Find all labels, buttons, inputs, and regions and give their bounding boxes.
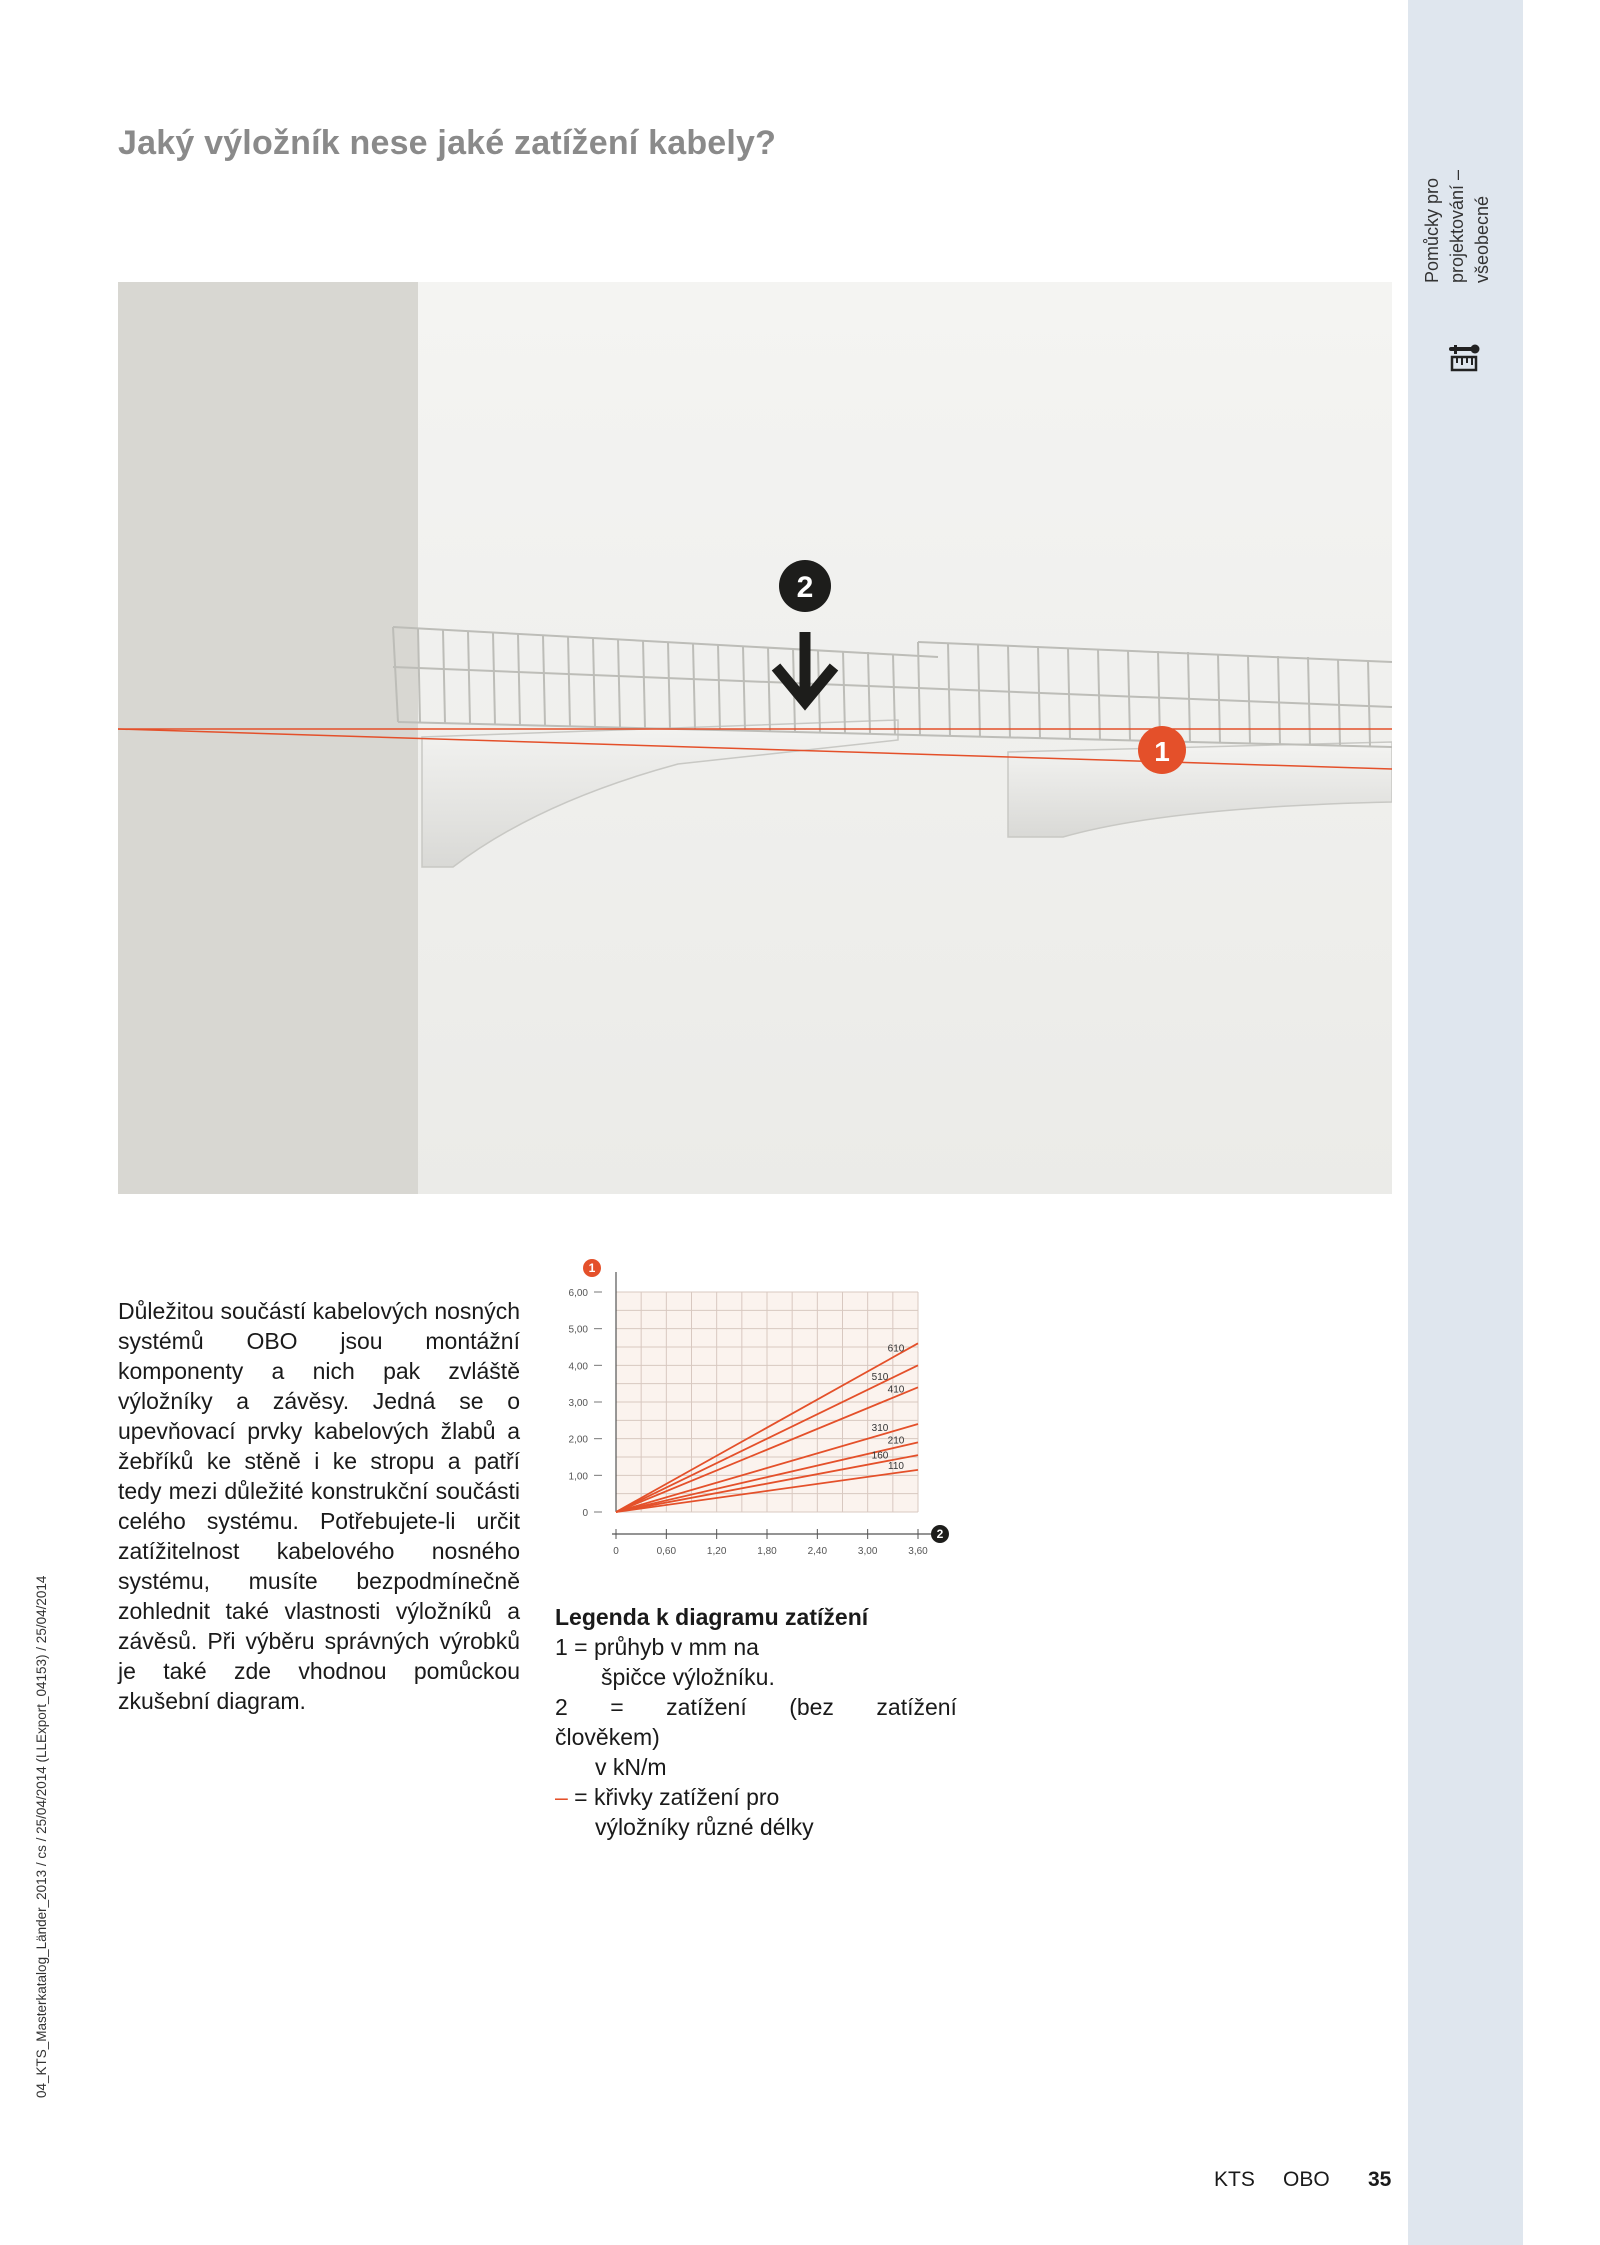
- legend-item-2-equals: =: [610, 1694, 624, 1720]
- legend-title: Legenda k diagramu zatížení: [555, 1604, 869, 1630]
- legend-item-1: 1 = průhyb v mm na: [555, 1634, 759, 1660]
- load-curve-label: 310: [871, 1423, 889, 1435]
- load-curve-label: 210: [887, 1435, 905, 1447]
- load-curve-label: 410: [887, 1384, 905, 1396]
- y-tick-label: 3,00: [568, 1398, 588, 1409]
- sidebar-line: všeobecné: [1472, 195, 1492, 283]
- intro-paragraph: Důležitou součástí kabelových nosných systémů OBO jsou montážní komponenty a nich pak zvláště výložníky a závěsy. Jedná se o upevňovací prvky kabelových žlabů a žebříků ke stěně i ke stropu a patří tedy mezi důležité konstrukční součásti celého systému. Potřebujete-li určit zatížitelnost kabelového nosného systému, musíte bezpodmínečně zohlednit také vlastnosti výložníků a závěsů. Při výběru správných výrobků je také zde vhodnou pomůckou zkušební diagram.: [118, 1298, 520, 1714]
- x-tick-label: 3,60: [908, 1546, 928, 1557]
- x-tick-label: 0,60: [656, 1546, 677, 1557]
- wall-shadow: [118, 282, 418, 1194]
- product-photo: [118, 282, 1392, 1194]
- page-title: Jaký výložník nese jaké zatížení kabely?: [118, 124, 777, 162]
- load-curve-label: 110: [888, 1460, 904, 1472]
- legend-item-2-number: 2: [555, 1694, 568, 1720]
- x-axis-marker-label: 2: [936, 1527, 944, 1541]
- sidebar-band: [1408, 0, 1523, 2245]
- legend-item-3-text: = křivky zatížení pro: [567, 1784, 780, 1810]
- diagram-legend: [555, 1602, 957, 1842]
- x-tick-label: 1,20: [706, 1546, 727, 1557]
- load-diagram: [548, 1250, 958, 1570]
- legend-item-2-unit: v kN/m: [595, 1754, 667, 1780]
- legend-item-2-word: zatížení: [876, 1694, 957, 1720]
- legend-item-1-cont: špičce výložníku.: [601, 1664, 775, 1690]
- legend-curve-swatch: –: [555, 1784, 568, 1810]
- marker-1-label: 1: [1154, 736, 1170, 767]
- legend-item-3-cont: výložníky různé délky: [595, 1814, 814, 1840]
- y-tick-label: 0: [582, 1508, 588, 1519]
- footer-brand-kts: KTS: [1214, 2168, 1255, 2191]
- page-number: 35: [1368, 2168, 1392, 2191]
- y-tick-label: 5,00: [568, 1324, 588, 1336]
- sidebar-section-label: [1420, 148, 1510, 283]
- legend-item-2: [555, 1692, 957, 1722]
- x-tick-label: 3,00: [857, 1546, 878, 1557]
- legend-item-2-word: (bez: [789, 1694, 834, 1720]
- load-curve-label: 160: [871, 1450, 889, 1462]
- y-tick-label: 2,00: [568, 1434, 588, 1446]
- y-tick-label: 6,00: [568, 1288, 588, 1299]
- footer-brand-obo: OBO: [1283, 2168, 1330, 2191]
- x-tick-label: 0: [613, 1546, 619, 1557]
- legend-item-2-word: zatížení: [666, 1694, 747, 1720]
- print-margin-note: 04_KTS_Masterkatalog_Länder_2013 / cs / 25/04/2014 (LLExport_04153) / 25/04/2014: [34, 1575, 49, 2098]
- x-tick-label: 2,40: [807, 1546, 828, 1557]
- y-axis-marker-label: 1: [588, 1261, 596, 1275]
- sidebar-line: projektování –: [1447, 169, 1467, 283]
- legend-item-2-cont: člověkem): [555, 1724, 660, 1750]
- marker-2-label: 2: [796, 571, 814, 604]
- x-tick-label: 1,80: [757, 1546, 777, 1557]
- load-curve-label: 510: [871, 1371, 889, 1383]
- y-tick-label: 4,00: [568, 1361, 588, 1373]
- load-curve-label: 610: [887, 1343, 905, 1355]
- sidebar-line: Pomůcky pro: [1422, 177, 1442, 283]
- legend-item-3: [555, 1782, 957, 1812]
- tools-icon: [1448, 342, 1480, 374]
- y-tick-label: 1,00: [568, 1471, 588, 1483]
